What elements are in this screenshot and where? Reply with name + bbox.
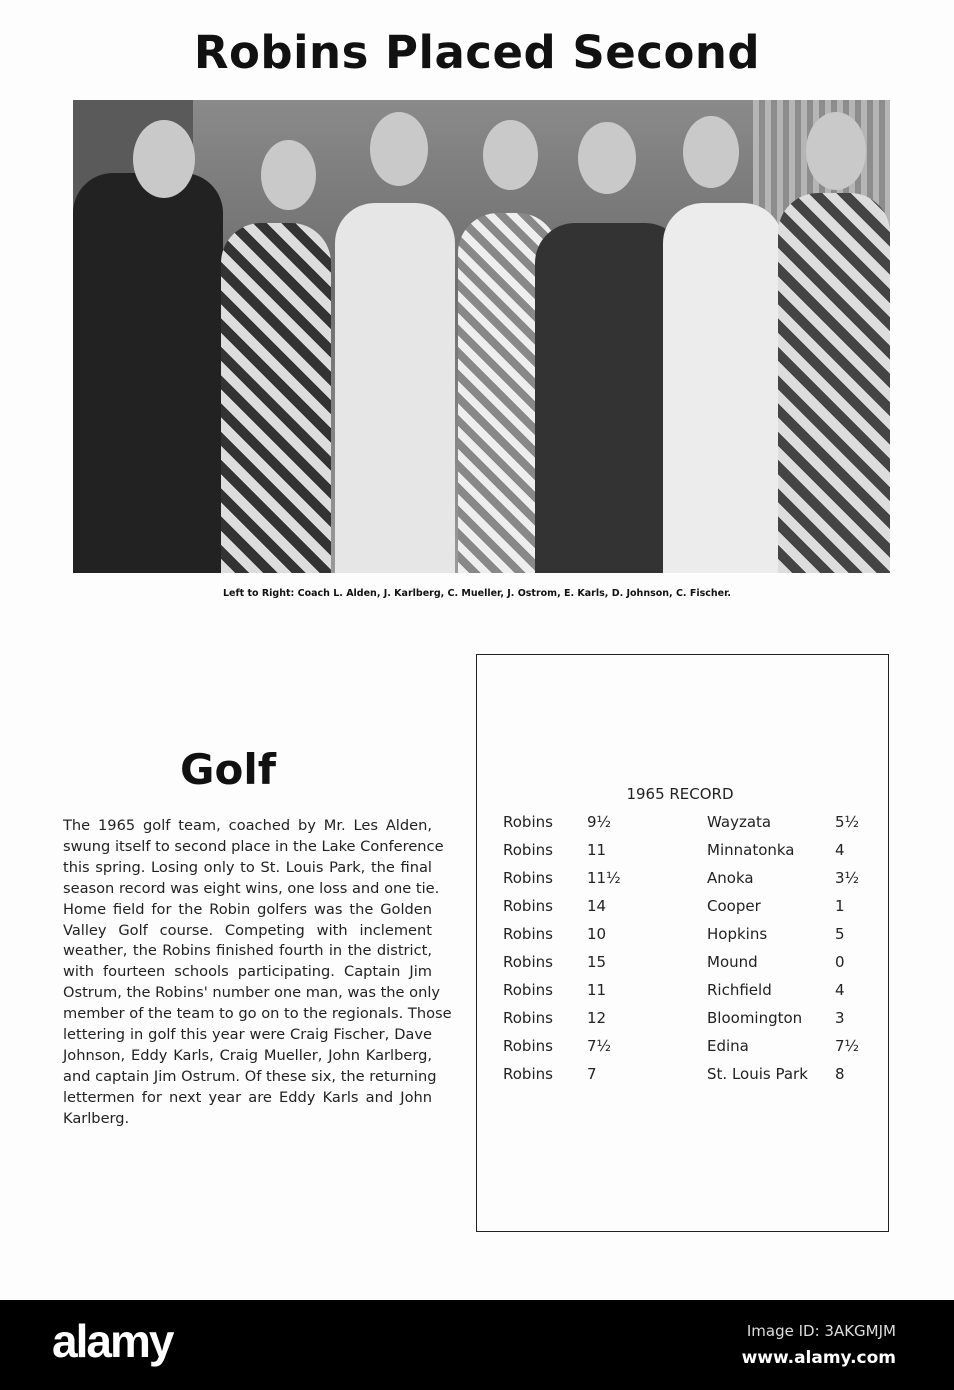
record-opponent: St. Louis Park [707, 1065, 808, 1083]
body-line: with fourteen schools participating. Captain Jim [63, 963, 432, 981]
record-team: Robins [503, 1065, 553, 1083]
site-url: www.alamy.com [741, 1348, 896, 1368]
body-line: Ostrum, the Robins' number one man, was the only [63, 984, 441, 1002]
watermark-footer [0, 1300, 954, 1390]
body-line: and captain Jim Ostrum. Of these six, the returning [63, 1067, 437, 1085]
record-opponent: Wayzata [707, 813, 772, 831]
record-opp-score: 7½ [835, 1037, 860, 1055]
body-line: lettering in golf this year were Craig Fischer, Dave [63, 1026, 432, 1044]
body-line: Valley Golf course. Competing with inclement [63, 921, 432, 939]
record-opponent: Cooper [707, 897, 761, 915]
team-photo [73, 100, 890, 573]
record-opponent: Anoka [707, 869, 754, 887]
body-line: lettermen for next year are Eddy Karls and John [63, 1088, 432, 1106]
record-opp-score: 5 [835, 925, 845, 943]
record-row [0, 1065, 954, 1089]
record-opp-score: 5½ [835, 813, 860, 831]
record-team: Robins [503, 897, 553, 915]
record-team: Robins [503, 841, 553, 859]
record-score: 12 [587, 1009, 607, 1027]
record-score: 15 [587, 953, 607, 971]
record-team: Robins [503, 869, 553, 887]
record-score: 14 [587, 897, 607, 915]
record-opponent: Minnatonka [707, 841, 795, 859]
record-row [0, 813, 954, 837]
body-line: Karlberg. [63, 1109, 130, 1127]
record-opp-score: 3½ [835, 869, 860, 887]
record-team: Robins [503, 1009, 553, 1027]
record-team: Robins [503, 953, 553, 971]
photo-caption: Left to Right: Coach L. Alden, J. Karlberg, C. Mueller, J. Ostrom, E. Karls, D. Johnson, C. Fischer. [222, 588, 732, 599]
body-line: swung itself to second place in the Lake Conference [63, 837, 444, 855]
record-row [0, 841, 954, 865]
record-opp-score: 1 [835, 897, 845, 915]
record-score: 11½ [587, 869, 621, 887]
record-opponent: Bloomington [707, 1009, 803, 1027]
body-line: weather, the Robins finished fourth in the district, [63, 942, 432, 960]
record-row [0, 953, 954, 977]
record-title: 1965 RECORD [626, 785, 734, 803]
record-team: Robins [503, 925, 553, 943]
record-opp-score: 4 [835, 981, 845, 999]
record-score: 9½ [587, 813, 612, 831]
record-score: 11 [587, 841, 607, 859]
record-row [0, 869, 954, 893]
record-opponent: Hopkins [707, 925, 768, 943]
body-line: The 1965 golf team, coached by Mr. Les Alden, [63, 817, 432, 834]
section-heading: Golf [180, 745, 276, 794]
record-opponent: Edina [707, 1037, 749, 1055]
image-id: Image ID: 3AKGMJM [746, 1322, 896, 1340]
alamy-logo: alamy [52, 1315, 173, 1367]
record-team: Robins [503, 1037, 553, 1055]
body-line: this spring. Losing only to St. Louis Park, the final [63, 858, 432, 876]
body-line: member of the team to go on to the regionals. Those [63, 1005, 452, 1023]
record-opp-score: 4 [835, 841, 845, 859]
record-team: Robins [503, 813, 553, 831]
page-title: Robins Placed Second [193, 26, 761, 79]
record-row [0, 981, 954, 1005]
body-line: Johnson, Eddy Karls, Craig Mueller, John Karlberg, [63, 1046, 432, 1064]
record-row [0, 1009, 954, 1033]
record-row [0, 897, 954, 921]
record-row [0, 925, 954, 949]
body-line: season record was eight wins, one loss and one tie. [63, 879, 440, 897]
record-opp-score: 3 [835, 1009, 845, 1027]
record-opponent: Richfield [707, 981, 772, 999]
record-score: 10 [587, 925, 607, 943]
record-score: 11 [587, 981, 607, 999]
record-score: 7½ [587, 1037, 612, 1055]
record-row [0, 1037, 954, 1061]
record-opp-score: 8 [835, 1065, 845, 1083]
record-opponent: Mound [707, 953, 758, 971]
record-team: Robins [503, 981, 553, 999]
body-line: Home field for the Robin golfers was the Golden [63, 900, 432, 918]
record-opp-score: 0 [835, 953, 845, 971]
record-score: 7 [587, 1065, 597, 1083]
